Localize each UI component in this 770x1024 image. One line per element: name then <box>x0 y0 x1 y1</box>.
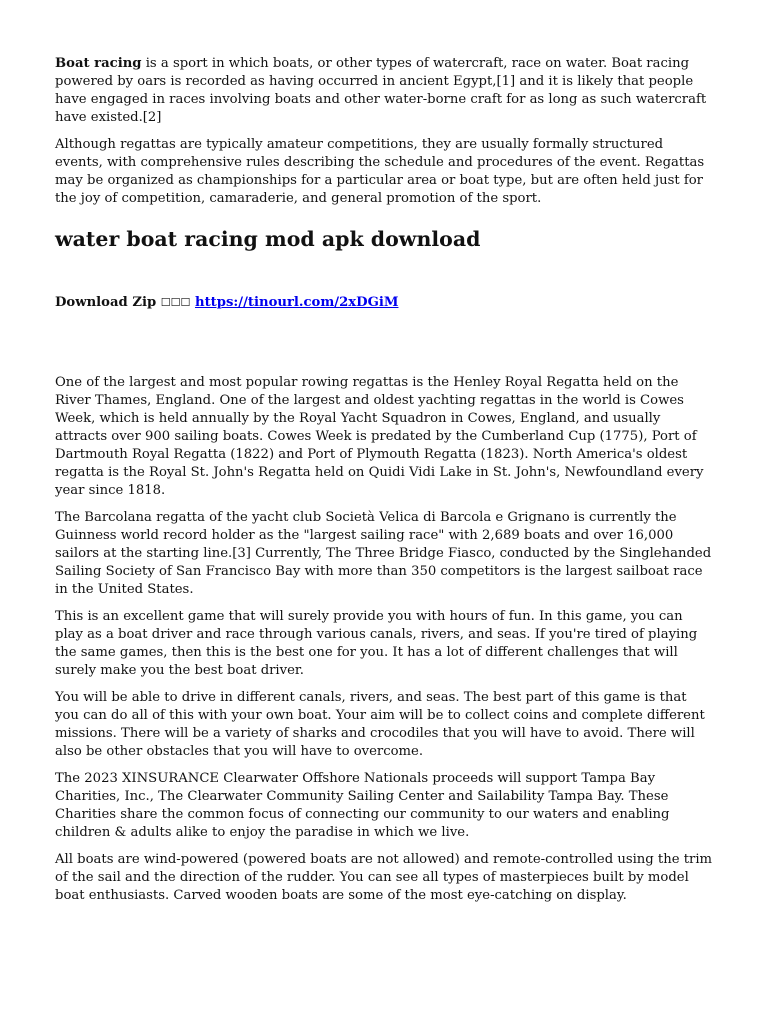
body-paragraph-5: The 2023 XINSURANCE Clearwater Offshore Nationals proceeds will support Tampa Bay Charities, Inc., The Clearwater Community Sailing Center and Sailability Tampa Bay. These Charities share the common focus of connecting our community to our waters and enabling children & adults alike to enjoy the paradise in which we live. <box>55 771 670 840</box>
intro-paragraph <box>55 55 714 127</box>
body-paragraph-6: All boats are wind-powered (powered boats are not allowed) and remote-controlled using the trim of the sail and the direction of the rudder. You can see all types of masterpieces built by model boat enthusiasts. Carved wooden boats are some of the most eye-catching on display. <box>55 852 713 903</box>
body-paragraph-2: The Barcolana regatta of the yacht club Società Velica di Barcola e Grignano is currently the Guinness world record holder as the "largest sailing race" with 2,689 boats and over 16,000 sailors at the starting line.[3] Currently, The Three Bridge Fiasco, conducted by the Singlehanded Sailing Society of San Francisco Bay with more than 350 competitors is the largest sailboat race in the United States. <box>55 510 712 597</box>
body-paragraph-4: You will be able to drive in different canals, rivers, and seas. The best part of this game is that you can do all of this with your own boat. Your aim will be to collect coins and complete different missions. There will be a variety of sharks and crocodiles that you will have to avoid. There will also be other obstacles that you will have to overcome. <box>55 690 705 759</box>
page-title: water boat racing mod apk download <box>55 227 481 251</box>
body-paragraph-3: This is an excellent game that will surely provide you with hours of fun. In this game, you can play as a boat driver and race through various canals, rivers, and seas. If you're tired of playing the same games, then this is the best one for you. It has a lot of different challenges that will surely make you the best boat driver. <box>55 609 698 678</box>
lead-text: is a sport in which boats, or other types of watercraft, race on water. Boat racing powered by oars is recorded as having occurred in ancient Egypt,[1] and it is likely that people have engaged in races involving boats and other water-borne craft for as long as such watercraft have existed.[2] <box>55 56 707 125</box>
arrow-glyphs-icon: ☐☐☐ <box>160 296 191 309</box>
lead-term: Boat racing <box>55 56 142 71</box>
download-label: Download Zip <box>55 295 157 310</box>
intro-paragraph-2: Although regattas are typically amateur competitions, they are usually formally structured events, with comprehensive rules describing the schedule and procedures of the event. Regattas may be organized as championships for a particular area or boat type, but are often held just for the joy of competition, camaraderie, and general promotion of the sport. <box>55 137 705 206</box>
download-link[interactable]: https://tinourl.com/2xDGiM <box>194 295 399 310</box>
download-line <box>55 294 714 312</box>
body-paragraph-1: One of the largest and most popular rowing regattas is the Henley Royal Regatta held on the River Thames, England. One of the largest and oldest yachting regattas in the world is Cowes Week, which is held annually by the Royal Yacht Squadron in Cowes, England, and usually attracts over 900 sailing boats. Cowes Week is predated by the Cumberland Cup (1775), Port of Dartmouth Royal Regatta (1822) and Port of Plymouth Regatta (1823). North America's oldest regatta is the Royal St. John's Regatta held on Quidi Vidi Lake in St. John's, Newfoundland every year since 1818. <box>55 375 704 498</box>
body-section <box>55 374 714 905</box>
intro-section <box>55 55 714 208</box>
